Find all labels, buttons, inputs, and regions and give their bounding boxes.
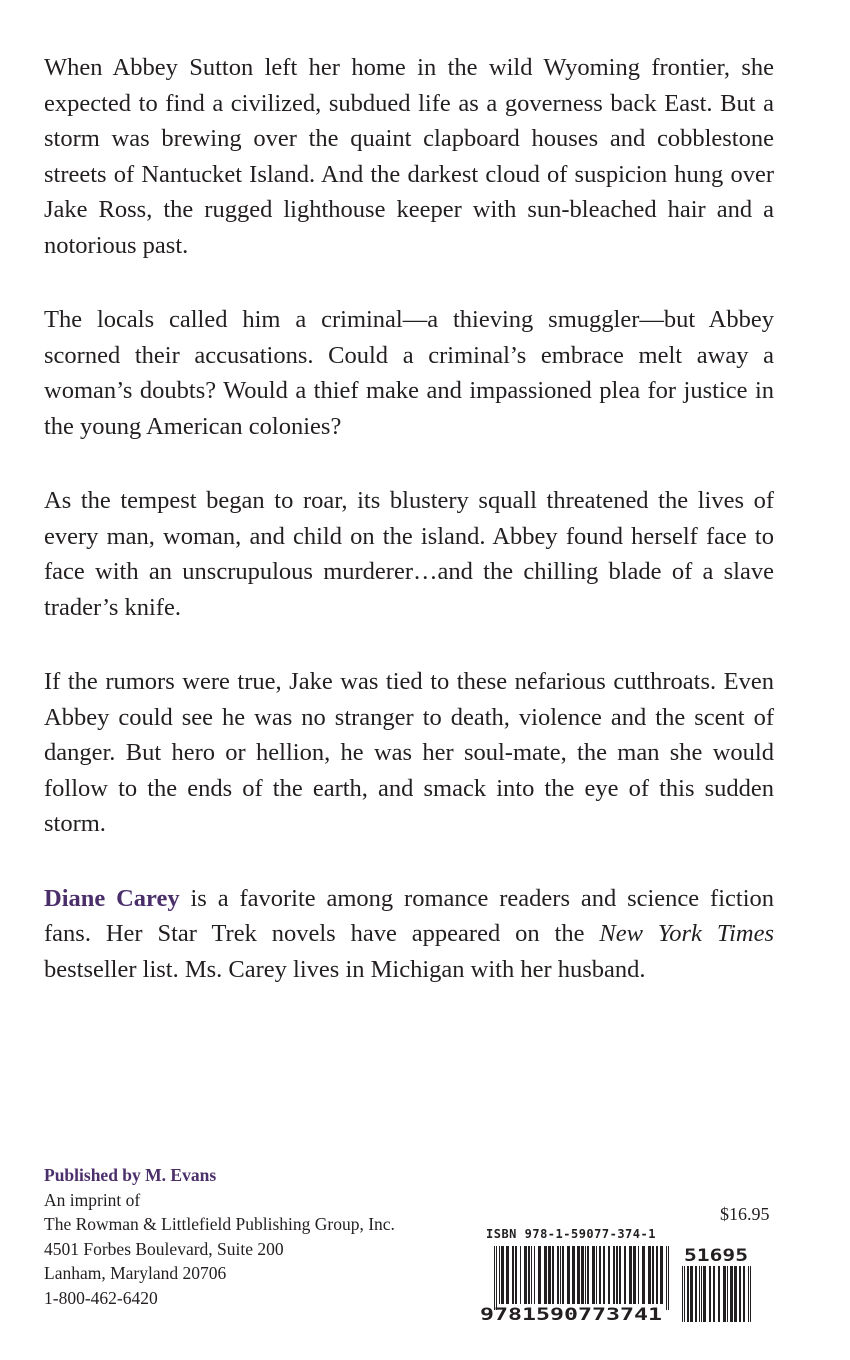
- barcode-bar: [520, 1246, 521, 1304]
- barcode-bar: [524, 1246, 527, 1304]
- barcode-bar: [699, 1266, 700, 1322]
- barcode-bar: [531, 1246, 532, 1304]
- barcode-bar: [603, 1246, 605, 1304]
- barcode-bar: [608, 1246, 610, 1304]
- barcode-bar: [713, 1266, 715, 1322]
- publisher-title: Published by M. Evans: [44, 1165, 217, 1185]
- barcode-bar: [538, 1246, 541, 1304]
- barcode-bar: [727, 1266, 728, 1322]
- barcode-bar: [629, 1246, 632, 1304]
- barcode-bar: [506, 1246, 509, 1304]
- author-bio-text-2: bestseller list. Ms. Carey lives in Michigan with her husband.: [44, 955, 646, 983]
- barcode-bar: [718, 1266, 720, 1322]
- author-bio: [44, 881, 774, 988]
- barcode-main-digits: 9781590773741: [480, 1305, 663, 1322]
- barcode-bar: [734, 1266, 737, 1322]
- barcode-bar: [587, 1246, 589, 1304]
- barcode-bar: [723, 1266, 726, 1322]
- publisher-line-imprint: An imprint of: [44, 1189, 141, 1210]
- author-name: Diane Carey: [44, 884, 180, 912]
- barcode-bar: [739, 1266, 741, 1322]
- blurb-paragraph-1: When Abbey Sutton left her home in the wild Wyoming frontier, she expected to find a civilized, subdued life as a governess back East. But a storm was brewing over the quaint clapboard houses and cobblestone streets of Nantucket Island. And the darkest cloud of suspicion hung over Jake Ross, the rugged lighthouse keeper with sun-bleached hair and a notorious past.: [44, 54, 774, 259]
- barcode-bar: [701, 1266, 702, 1322]
- barcode-bar: [548, 1246, 551, 1304]
- barcode-bar: [557, 1246, 559, 1304]
- barcode-bar: [666, 1246, 667, 1310]
- blurb-paragraph-4: If the rumors were true, Jake was tied to these nefarious cutthroats. Even Abbey could see he was no stranger to death, violence and the scent of danger. But hero or hellion, he was her soul-mate, the man she would follow to the ends of the earth, and smack into the eye of this sudden storm.: [44, 668, 774, 837]
- barcode-bar: [750, 1266, 751, 1322]
- barcode-bar: [552, 1246, 554, 1304]
- barcode-bar: [648, 1246, 651, 1304]
- main-barcode-bars: [494, 1246, 669, 1310]
- barcode-bar: [496, 1246, 497, 1310]
- barcode-bar: [624, 1246, 626, 1304]
- barcode-bar: [512, 1246, 514, 1304]
- publisher-info: [44, 1163, 395, 1310]
- barcode-bar: [642, 1246, 645, 1304]
- barcode-bar: [703, 1266, 706, 1322]
- barcode-bar: [668, 1246, 669, 1310]
- barcode-bar: [585, 1246, 586, 1304]
- barcode-bar: [652, 1246, 654, 1304]
- addon-barcode-bars: [682, 1266, 751, 1322]
- barcode-bar: [656, 1246, 658, 1304]
- isbn-label: ISBN 978-1-59077-374-1: [486, 1227, 656, 1241]
- barcode-bar: [515, 1246, 517, 1304]
- barcode-bar: [592, 1246, 595, 1304]
- barcode-bar: [682, 1266, 683, 1322]
- barcode-bar: [638, 1246, 639, 1304]
- barcode-bar: [599, 1246, 601, 1304]
- barcode-bar: [544, 1246, 547, 1304]
- barcode-bar: [616, 1246, 618, 1304]
- barcode-bar: [633, 1246, 636, 1304]
- barcode-bar: [528, 1246, 530, 1304]
- publisher-line-street: 4501 Forbes Boulevard, Suite 200: [44, 1238, 284, 1259]
- barcode-bar: [743, 1266, 745, 1322]
- barcode-bar: [619, 1246, 621, 1304]
- barcode-bar: [613, 1246, 615, 1304]
- barcode-bar: [560, 1246, 561, 1304]
- barcode-bar: [581, 1246, 584, 1304]
- author-bio-text-1: is a favorite among romance readers and science fiction fans. Her Star Trek novels have appeared on the: [44, 884, 774, 947]
- barcode-bar: [501, 1246, 504, 1304]
- barcode-bar: [687, 1266, 689, 1322]
- barcode-bar: [562, 1246, 564, 1304]
- barcode-bar: [684, 1266, 685, 1322]
- barcode-bar: [596, 1246, 597, 1304]
- barcode-bar: [730, 1266, 733, 1322]
- blurb-paragraph-3: As the tempest began to roar, its blustery squall threatened the lives of every man, woman, and child on the island. Abbey found herself face to face with an unscrupulous murderer…and the chilling blade of a slave trader’s knife.: [44, 487, 774, 621]
- barcode-bar: [660, 1246, 663, 1304]
- barcode-bar: [709, 1266, 711, 1322]
- barcode-bar: [577, 1246, 580, 1304]
- barcode-bar: [748, 1266, 749, 1322]
- barcode-bar: [499, 1246, 500, 1304]
- barcode-bar: [695, 1266, 697, 1322]
- blurb: [44, 50, 774, 1026]
- barcode-bar: [690, 1266, 693, 1322]
- barcode-bar: [572, 1246, 575, 1304]
- barcode-bar: [534, 1246, 535, 1304]
- barcode-bar: [567, 1246, 570, 1304]
- newspaper-title: New York Times: [599, 920, 774, 947]
- publisher-line-phone: 1-800-462-6420: [44, 1287, 158, 1308]
- isbn-barcode: [480, 1244, 780, 1322]
- publisher-line-city: Lanham, Maryland 20706: [44, 1263, 227, 1283]
- barcode-bar: [494, 1246, 495, 1310]
- publisher-line-company: The Rowman & Littlefield Publishing Group, Inc.: [44, 1214, 395, 1234]
- barcode-addon-digits: 51695: [684, 1246, 748, 1265]
- blurb-paragraph-2: The locals called him a criminal—a thieving smuggler—but Abbey scorned their accusations. Could a criminal’s embrace melt away a woman’s doubts? Would a thief make and impassioned plea for justice in the young American colonies?: [44, 306, 774, 440]
- price-label: $16.95: [720, 1204, 770, 1224]
